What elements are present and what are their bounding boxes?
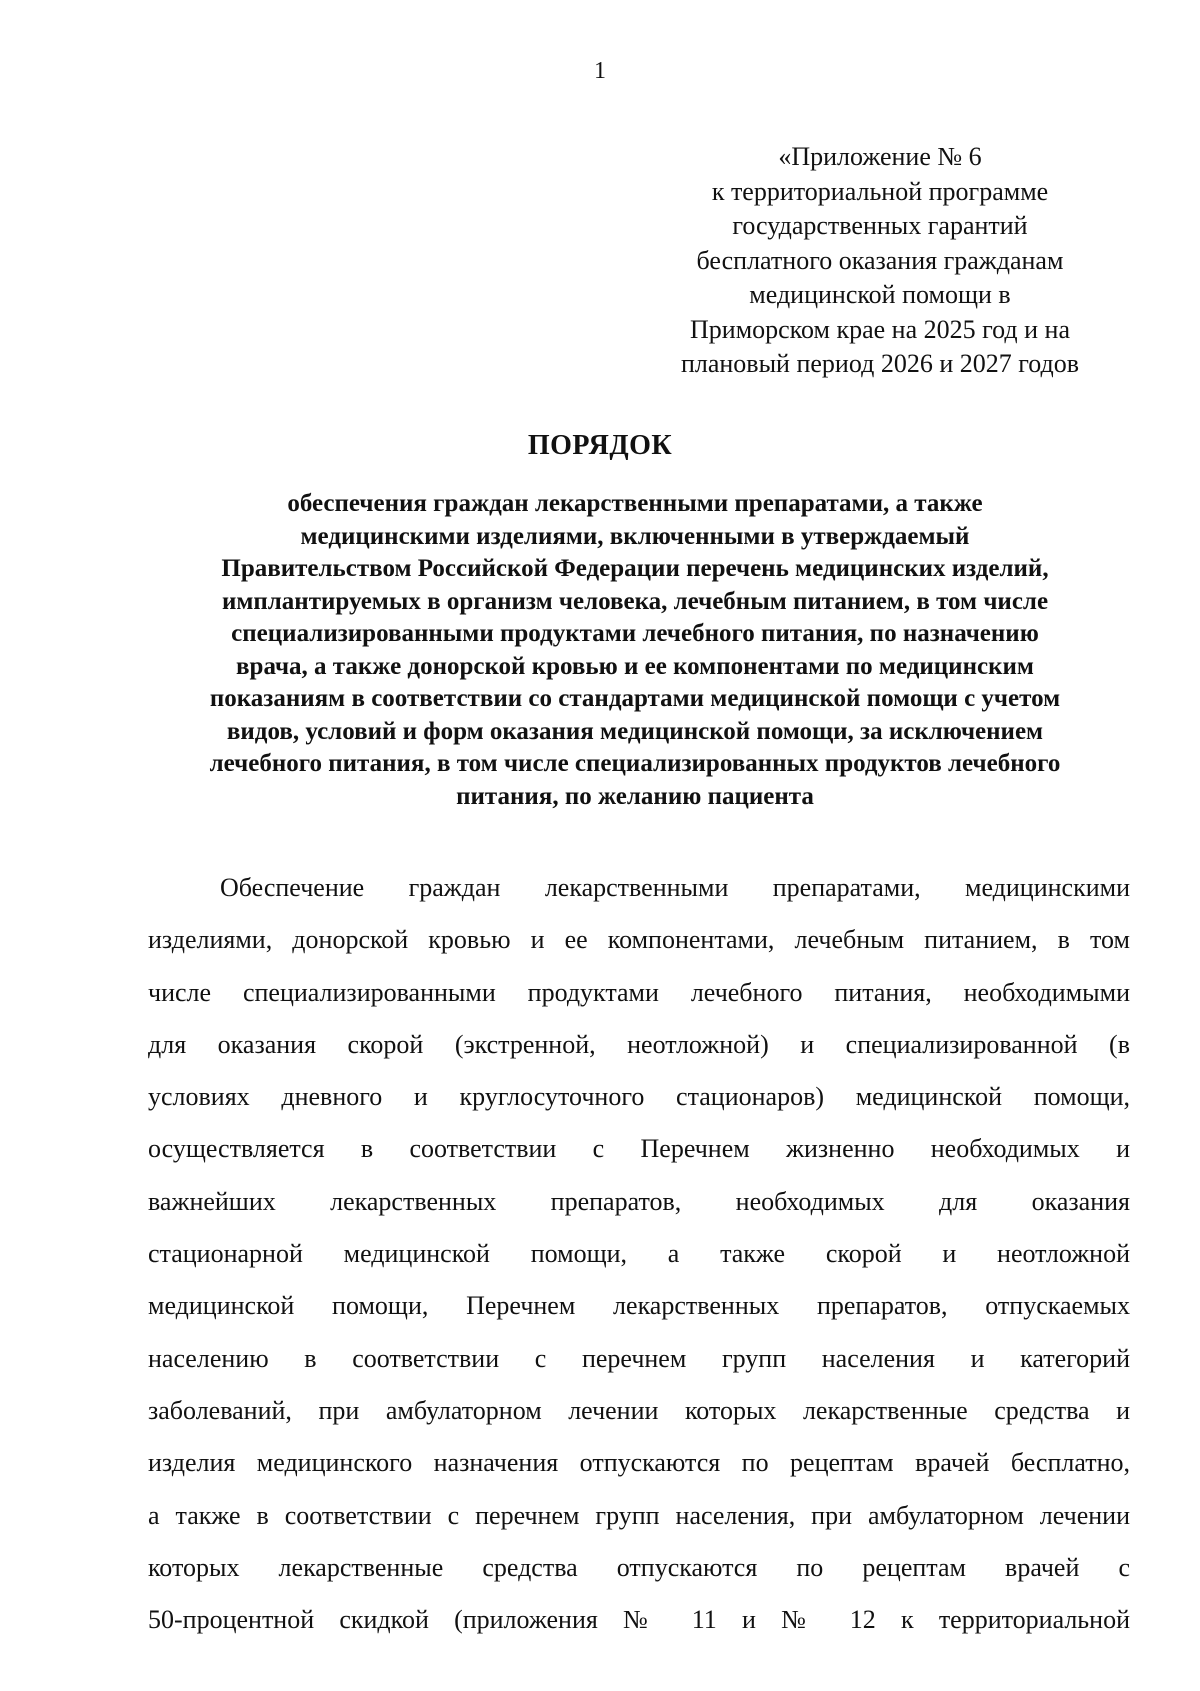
body-line: осуществляется в соответствии с Перечнем жизненно необходимых и (148, 1134, 1130, 1164)
body-line: 50-процентной скидкой (приложения № 11 и № 12 к территориальной (148, 1605, 1130, 1635)
body-line: а также в соответствии с перечнем групп населения, при амбулаторном лечении (148, 1500, 1130, 1530)
body-line: изделия медицинского назначения отпускаются по рецептам врачей бесплатно, (148, 1448, 1130, 1478)
body-line: заболеваний, при амбулаторном лечении которых лекарственные средства и (148, 1395, 1130, 1425)
body-line: медицинской помощи, Перечнем лекарственных препаратов, отпускаемых (148, 1291, 1130, 1321)
body-line: числе специализированными продуктами лечебного питания, необходимыми (148, 977, 1130, 1007)
appendix-line: медицинской помощи в (749, 280, 1011, 309)
subtitle-line: имплантируемых в организм человека, лечебным питанием, в том числе (221, 587, 1049, 615)
body-line: важнейших лекарственных препаратов, необходимых для оказания (148, 1186, 1130, 1216)
appendix-line: «Приложение № 6 (778, 142, 982, 171)
subtitle-line: показаниям в соответствии со стандартами медицинской помощи с учетом (209, 685, 1061, 712)
appendix-line: бесплатного оказания гражданам (696, 245, 1064, 275)
body-line: Обеспечение граждан лекарственными препаратами, медицинскими (220, 873, 1130, 902)
body-line: населению в соответствии с перечнем групп населения и категорий (148, 1343, 1130, 1373)
body-line: которых лекарственные средства отпускаются по рецептам врачей с (148, 1552, 1130, 1582)
appendix-header (670, 140, 1090, 382)
appendix-line: к территориальной программе (711, 176, 1049, 206)
subtitle-line: питания, по желанию пациента (456, 782, 814, 810)
body-line: для оказания скорой (экстренной, неотложной) и специализированной (в (148, 1029, 1130, 1059)
subtitle-line: врача, а также донорской кровью и ее компонентами по медицинским (236, 652, 1034, 680)
body-line: изделиями, донорской кровью и ее компонентами, лечебным питанием, в том (148, 925, 1130, 955)
body-line: стационарной медицинской помощи, а также скорой и неотложной (148, 1239, 1130, 1269)
subtitle-line: специализированными продуктами лечебного питания, по назначению (231, 620, 1039, 647)
subtitle-line: Правительством Российской Федерации перечень медицинских изделий, (221, 555, 1049, 582)
appendix-line: плановый период 2026 и 2027 годов (680, 349, 1080, 378)
subtitle-line: обеспечения граждан лекарственными препаратами, а также (287, 490, 983, 517)
page-number: 1 (594, 58, 606, 84)
document-subtitle (140, 488, 1130, 813)
appendix-line: государственных гарантий (732, 211, 1028, 240)
document-title: ПОРЯДОК (527, 430, 673, 461)
appendix-line: Приморском крае на 2025 год и на (690, 314, 1070, 344)
subtitle-line: медицинскими изделиями, включенными в утверждаемый (300, 522, 970, 550)
subtitle-line: лечебного питания, в том числе специализированных продуктов лечебного (209, 750, 1061, 777)
body-paragraph (148, 862, 1130, 1646)
body-line: условиях дневного и круглосуточного стационаров) медицинской помощи, (148, 1082, 1130, 1112)
subtitle-line: видов, условий и форм оказания медицинской помощи, за исключением (226, 717, 1044, 745)
